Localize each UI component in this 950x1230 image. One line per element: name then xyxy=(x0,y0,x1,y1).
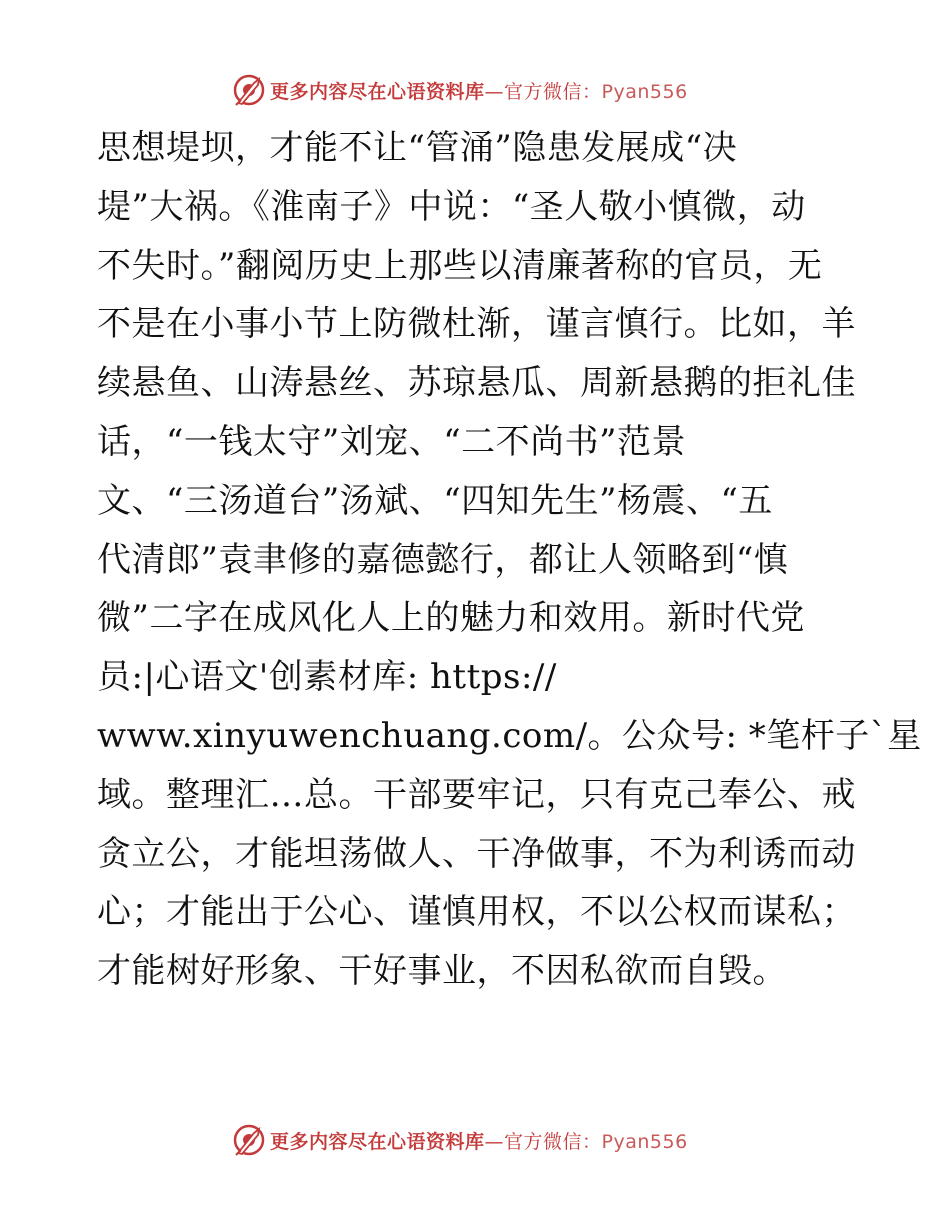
banner-label: 官方微信： xyxy=(504,1130,602,1153)
wechat-id: Pyan556 xyxy=(601,1130,688,1153)
banner-text xyxy=(270,77,688,104)
pen-logo-icon xyxy=(232,73,266,107)
banner-text xyxy=(270,1127,688,1154)
text-line: 续悬鱼、山涛悬丝、苏琼悬瓜、周新悬鹅的拒礼佳 xyxy=(97,363,856,404)
text-line: 话，“一钱太守”刘宠、“二不尚书”范景 xyxy=(97,421,687,462)
banner-title: 更多内容尽在心语资料库 xyxy=(270,1130,485,1153)
text-line: 不失时。”翻阅历史上那些以清廉著称的官员，无 xyxy=(97,245,823,286)
banner-label: 官方微信： xyxy=(504,80,602,103)
pen-logo-icon xyxy=(232,1123,266,1157)
banner-separator: — xyxy=(484,1130,505,1153)
document-body xyxy=(97,119,922,1001)
text-line: 员:|心语文'创素材库: https:// xyxy=(97,657,557,698)
banner-separator: — xyxy=(484,80,505,103)
header-banner xyxy=(232,73,712,107)
text-line: www.xinyuwenchuang.com/。公众号: *笔杆子`星 xyxy=(97,715,922,756)
text-line: 不是在小事小节上防微杜渐，谨言慎行。比如，羊 xyxy=(97,304,856,345)
text-line: 堤”大祸。《淮南子》中说：“圣人敬小慎微，动 xyxy=(97,186,806,227)
text-line: 心；才能出于公心、谨慎用权，不以公权而谋私； xyxy=(97,892,856,933)
footer-banner xyxy=(232,1123,712,1157)
wechat-id: Pyan556 xyxy=(601,80,688,103)
text-line: 文、“三汤道台”汤斌、“四知先生”杨震、“五 xyxy=(97,480,773,521)
banner-title: 更多内容尽在心语资料库 xyxy=(270,80,485,103)
text-line: 思想堤坝，才能不让“管涌”隐患发展成“决 xyxy=(97,128,738,168)
text-line: 微”二字在成风化人上的魅力和效用。新时代党 xyxy=(97,598,805,639)
text-line: 代清郎”袁聿修的嘉德懿行，都让人领略到“慎 xyxy=(97,539,789,580)
text-line: 贪立公，才能坦荡做人、干净做事，不为利诱而动 xyxy=(97,833,856,874)
text-line: 才能树好形象、干好事业，不因私欲而自毁。 xyxy=(97,951,787,992)
text-line: 域。整理汇…总。干部要牢记，只有克己奉公、戒 xyxy=(97,774,856,815)
